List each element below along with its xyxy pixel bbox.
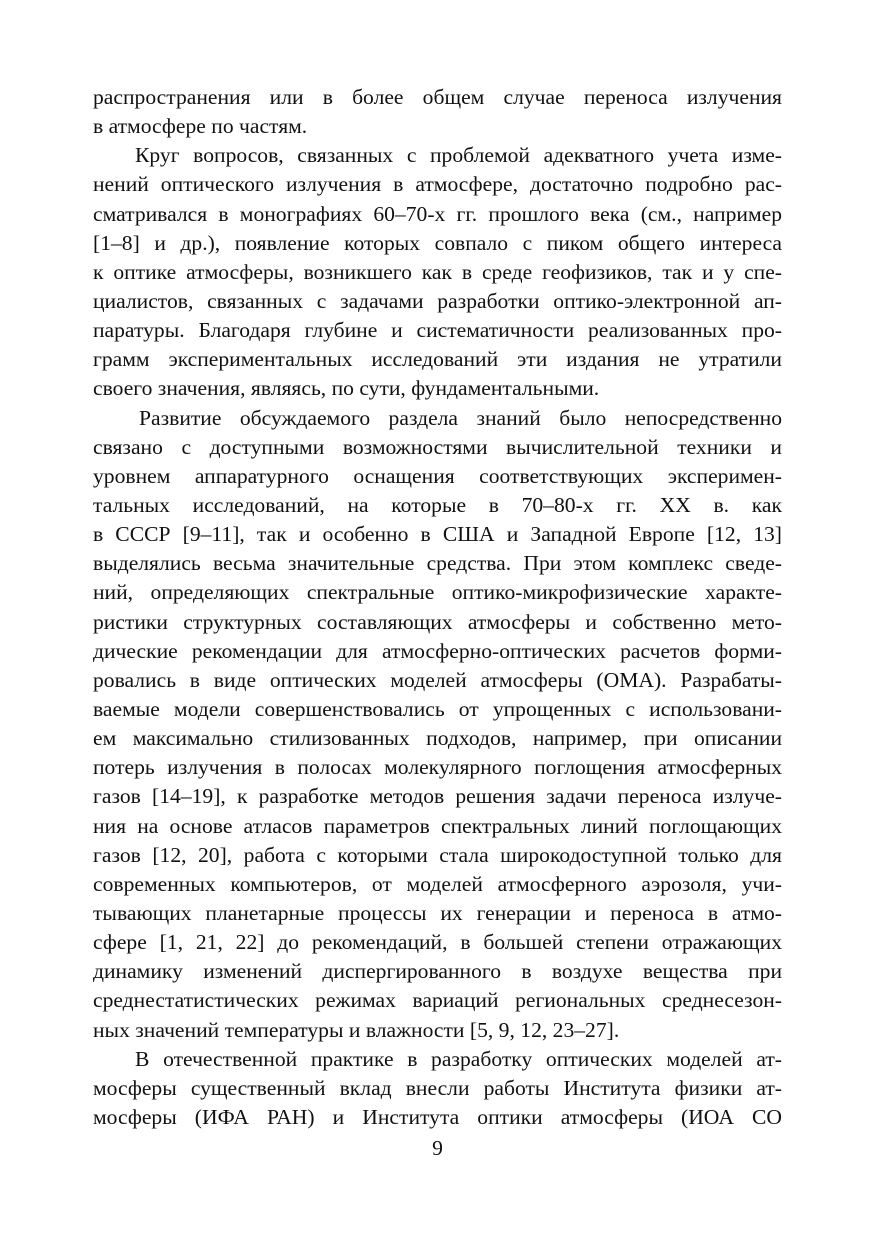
text-line: [1–8] и др.), появление которых совпало с пиком общего интереса [93, 230, 782, 255]
text-line: ровались в виде оптических моделей атмосферы (ОМА). Разрабаты- [93, 667, 782, 692]
paragraph-development [93, 404, 782, 1045]
text-line: мосферы (ИФА РАН) и Института оптики атмосферы (ИОА СО [93, 1104, 782, 1129]
page-body [93, 83, 782, 1132]
text-line: тывающих планетарные процессы их генерации и переноса в атмо- [93, 900, 782, 925]
text-line: нений оптического излучения в атмосфере, достаточно подробно рас- [93, 172, 782, 197]
text-line: связано с доступными возможностями вычислительной техники и [93, 434, 782, 459]
text-line: в атмосфере по частям. [93, 114, 308, 139]
text-line: ных значений температуры и влажности [5, 9, 12, 23–27]. [93, 1017, 620, 1042]
text-line: Круг вопросов, связанных с проблемой адекватного учета изме- [135, 143, 782, 168]
text-line: паратуры. Благодаря глубине и систематичности реализованных про- [93, 318, 782, 343]
text-line: мосферы существенный вклад внесли работы Института физики ат- [93, 1075, 782, 1100]
text-line: газов [12, 20], работа с которыми стала широкодоступной только для [93, 842, 782, 867]
text-line: сфере [1, 21, 22] до рекомендаций, в большей степени отражающих [93, 930, 782, 955]
text-line: циалистов, связанных с задачами разработки оптико-электронной ап- [93, 288, 782, 313]
text-line: ем максимально стилизованных подходов, например, при описании [93, 726, 782, 751]
text-line: среднестатистических режимах вариаций региональных среднесезон- [93, 988, 782, 1013]
paragraph-questions [93, 141, 782, 403]
text-line: В отечественной практике в разработку оптических моделей ат- [135, 1046, 782, 1071]
text-line: выделялись весьма значительные средства. При этом комплекс сведе- [93, 551, 782, 576]
text-line: к оптике атмосферы, возникшего как в среде геофизиков, так и у спе- [93, 259, 782, 284]
text-line: газов [14–19], к разработке методов решения задачи переноса излуче- [93, 784, 782, 809]
text-line: современных компьютеров, от моделей атмосферного аэрозоля, учи- [93, 871, 782, 896]
text-line: грамм экспериментальных исследований эти издания не утратили [93, 347, 782, 372]
paragraph-continuation [93, 83, 782, 141]
paragraph-domestic-practice [93, 1045, 782, 1132]
text-line: дические рекомендации для атмосферно-оптических расчетов форми- [93, 638, 782, 663]
page-number: 9 [432, 1136, 443, 1160]
text-line: потерь излучения в полосах молекулярного поглощения атмосферных [93, 755, 782, 780]
text-line: ния на основе атласов параметров спектральных линий поглощающих [93, 813, 782, 838]
text-line: ристики структурных составляющих атмосферы и собственно мето- [93, 609, 782, 634]
text-line: динамику изменений диспергированного в воздухе вещества при [93, 959, 782, 984]
text-line: распространения или в более общем случае переноса излучения [93, 85, 782, 109]
text-line: ваемые модели совершенствовались от упрощенных с использовани- [93, 696, 782, 721]
text-line: уровнем аппаратурного оснащения соответствующих эксперимен- [93, 463, 782, 488]
text-line: своего значения, являясь, по сути, фундаментальными. [93, 376, 600, 401]
text-line: тальных исследований, на которые в 70–80-х гг. XX в. как [93, 492, 782, 517]
text-line: сматривался в монографиях 60–70-х гг. прошлого века (см., например [93, 201, 782, 226]
text-line: Развитие обсуждаемого раздела знаний было непосредственно [139, 405, 782, 430]
text-line: ний, определяющих спектральные оптико-микрофизические характе- [93, 580, 782, 605]
text-line: в СССР [9–11], так и особенно в США и Западной Европе [12, 13] [93, 522, 782, 547]
